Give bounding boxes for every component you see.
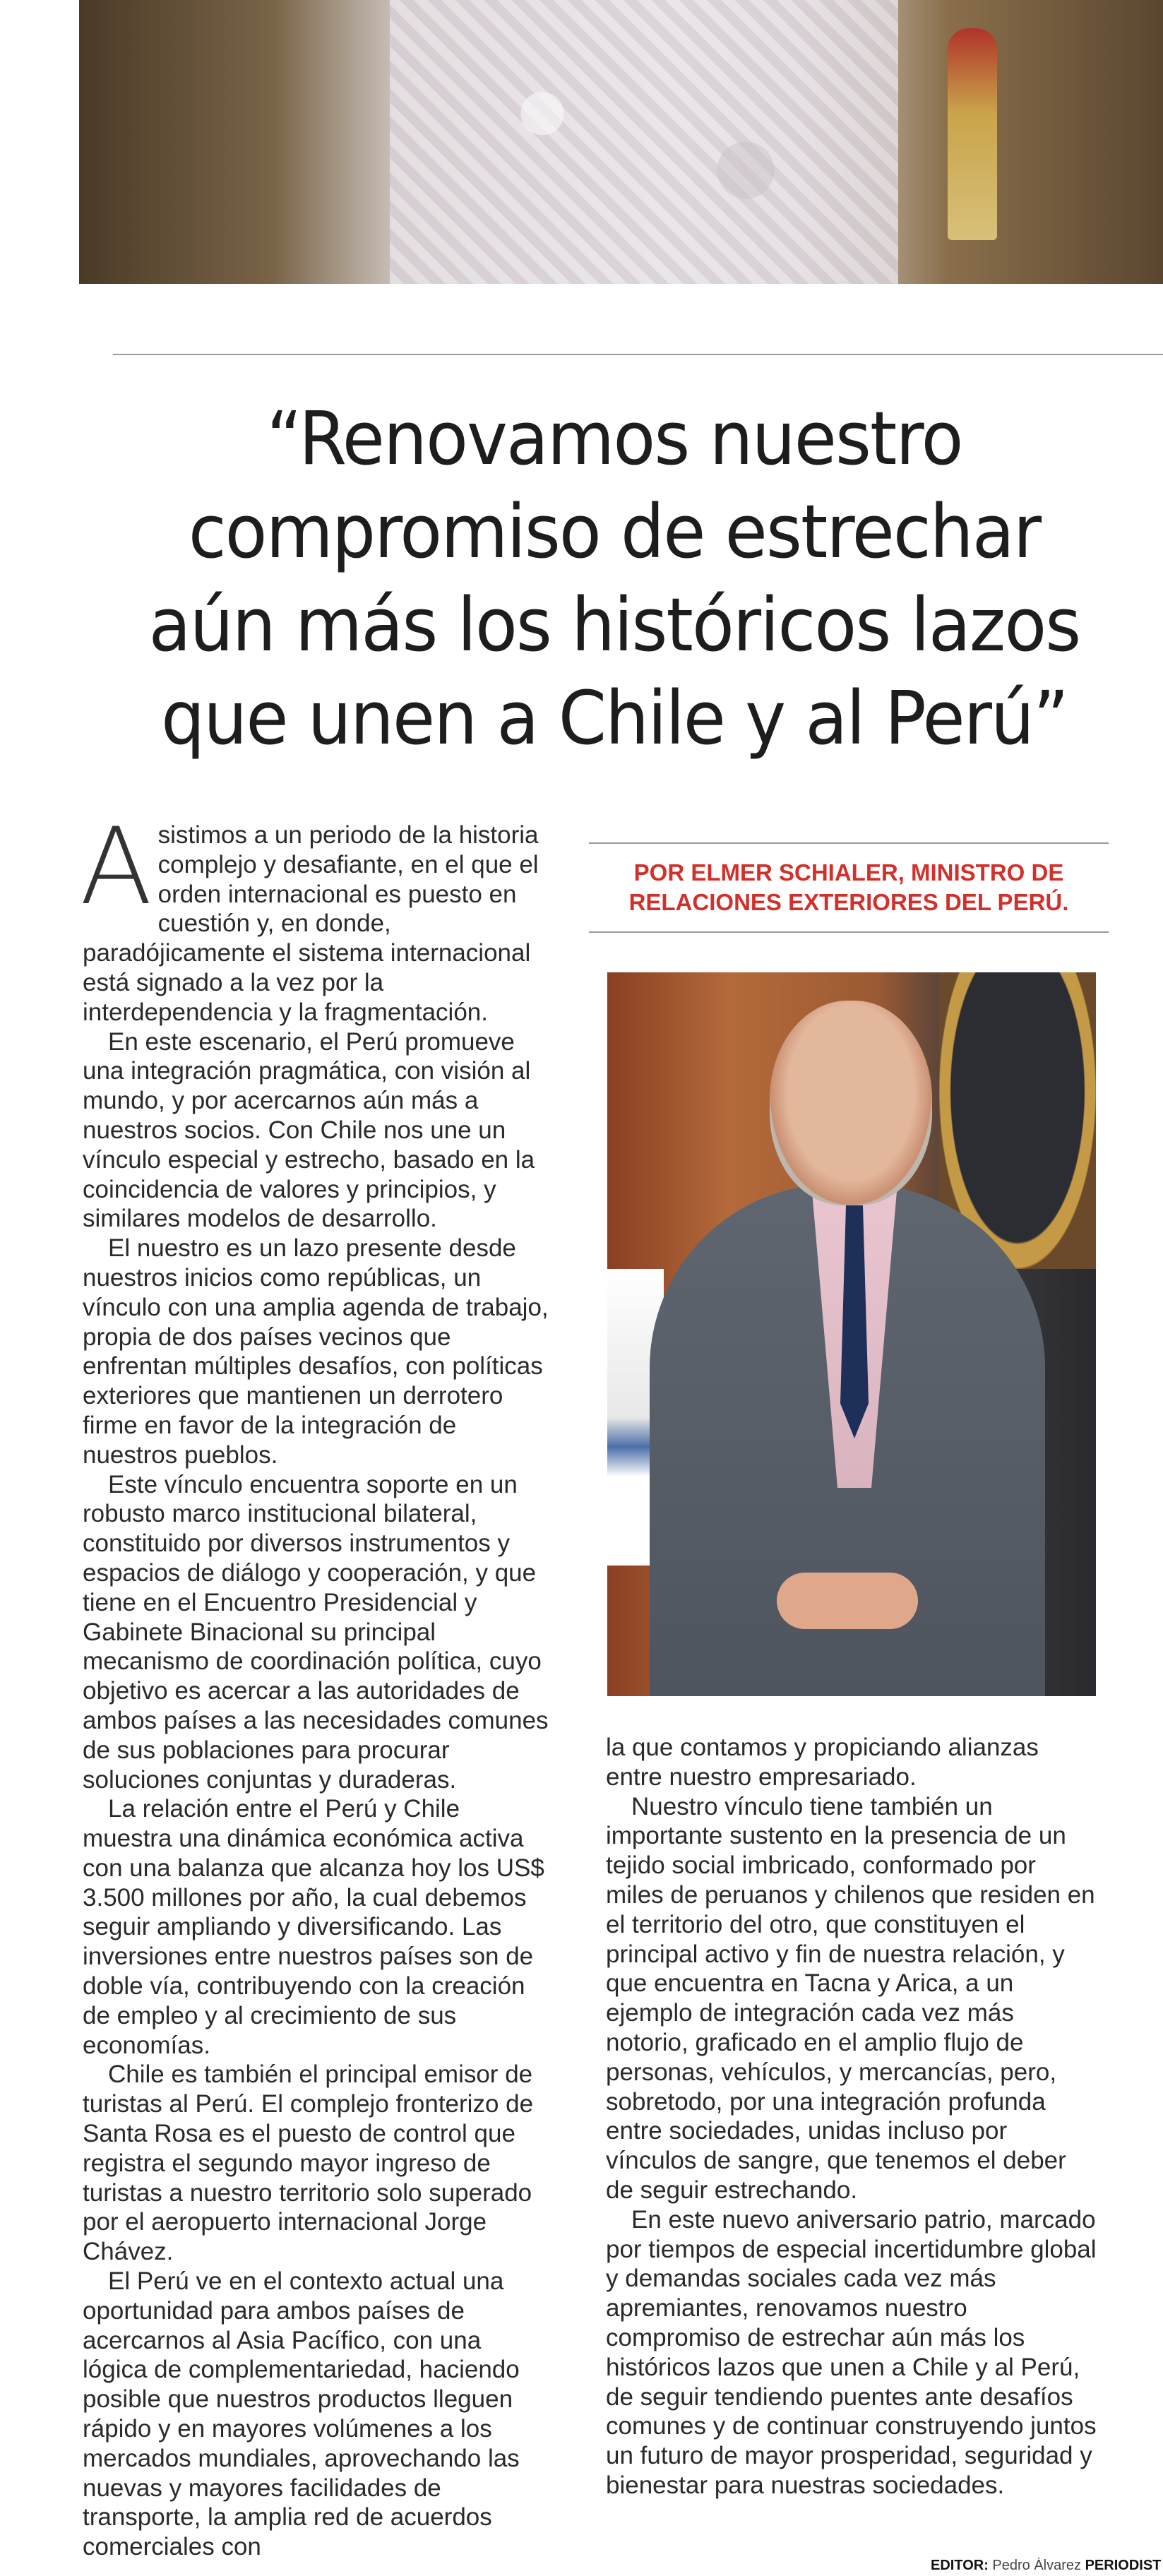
photo-tassel bbox=[948, 28, 997, 240]
paragraph-8: Nuestro vínculo tiene también un importante sustento en la presencia de un tejido social imbricado, conformado por miles de peruanos y chilenos que residen en el territorio del otro, que constituyen el principal activo y fin de nuestra relación, y que encuentra en Tacna y Arica, a un ejemplo de integración cada vez más notorio, graficado en el amplio flujo de personas, vehículos, y mercancías, pero, sobretodo, por una integración profunda entre sociedades, unidas incluso por vínculos de sangre, que tenemos el deber de seguir estrechando. bbox=[606, 1792, 1095, 2204]
paragraph-2: En este escenario, el Perú promueve una integración pragmática, con visión al mundo, y por acercarnos aún más a nuestros socios. Con Chile nos une un vínculo especial y estrecho, basado en la coincidencia de valores y principios, y similares modelos de desarrollo. bbox=[83, 1027, 535, 1233]
paragraph-1 bbox=[80, 806, 549, 1027]
article-column-left bbox=[80, 806, 549, 2562]
drop-cap: A bbox=[80, 806, 153, 929]
divider-rule bbox=[113, 354, 1163, 355]
byline-box bbox=[589, 842, 1109, 933]
paragraph-7: El Perú ve en el contexto actual una oportunidad para ambos países de acercarnos al Asia Pacífico, con una lógica de complementariedad, haciendo posible que nuestros productos lleguen rápido y en mayores volúmenes a los mercados mundiales, aprovechando las nuevas y mayores facilidades de transporte, la amplia red de acuerdos comerciales con bbox=[83, 2267, 520, 2561]
paragraph-7-continued: la que contamos y propiciando alianzas entre nuestro empresariado. bbox=[606, 1734, 1039, 1791]
editor-label: EDITOR: bbox=[931, 2558, 989, 2573]
byline: POR ELMER SCHIALER, MINISTRO DE RELACIONES EXTERIORES DEL PERÚ. bbox=[628, 859, 1069, 915]
paragraph-9: En este nuevo aniversario patrio, marcado por tiempos de especial incertidumbre global y demandas sociales cada vez más apremiantes, renovamos nuestro compromiso de estrechar aún más los históricos lazos que unen a Chile y al Perú, de seguir tendiendo puentes ante desafíos comunes y de continuar construyendo juntos un futuro de mayor prosperidad, seguridad y bienestar para nuestras sociedades. bbox=[606, 2205, 1097, 2499]
minister-portrait bbox=[607, 972, 1096, 1696]
headline: “Renovamos nuestro compromiso de estrechar aún más los históricos lazos que unen a Chile y al Perú” bbox=[148, 395, 1080, 761]
page-footer bbox=[931, 2558, 1163, 2576]
portrait-head bbox=[770, 1001, 932, 1205]
paragraph-6: Chile es también el principal emisor de turistas al Perú. El complejo fronterizo de Santa Rosa es el puesto de control que registra el segundo mayor ingreso de turistas a nuestro territorio solo superado por el aeropuerto internacional Jorge Chávez. bbox=[83, 2061, 534, 2266]
periodista-label: PERIODIST bbox=[1085, 2558, 1162, 2573]
photo-fabric bbox=[390, 0, 898, 284]
portrait-hands bbox=[777, 1573, 918, 1629]
editor-name: Pedro Álvarez bbox=[988, 2558, 1085, 2573]
top-photo bbox=[79, 0, 1163, 284]
paragraph-4: Este vínculo encuentra soporte en un robusto marco institucional bilateral, constituido por diversos instrumentos y espacios de diálogo y cooperación, y que tiene en el Encuentro Presidencial y Gabinete Binacional su principal mecanismo de coordinación política, cuyo objetivo es acercar a las autoridades de ambos países a las necesidades comunes de sus poblaciones para procurar soluciones conjuntas y duraderas. bbox=[83, 1470, 549, 1794]
paragraph-3: El nuestro es un lazo presente desde nuestros inicios como repúblicas, un vínculo con una amplia agenda de trabajo, propia de dos países vecinos que enfrentan múltiples desafíos, con políticas exteriores que mantienen un derrotero firme en favor de la integración de nuestros pueblos. bbox=[83, 1234, 549, 1469]
article-column-right bbox=[606, 1733, 1100, 2500]
paragraph-5: La relación entre el Perú y Chile muestra una dinámica económica activa con una balanza que alcanza hoy los US$ 3.500 millones por año, la cual debemos seguir ampliando y diversificando. Las inversiones entre nuestros países son de doble vía, contribuyendo con la creación de empleo y al crecimiento de sus economías. bbox=[83, 1795, 544, 2059]
paragraph-1-text: sistimos a un periodo de la historia complejo y desafiante, en el que el orden internacional es puesto en cuestión y, en donde, paradójicamente el sistema internacional está signado a la vez por la interdependencia y la fragmentación. bbox=[83, 821, 539, 1026]
